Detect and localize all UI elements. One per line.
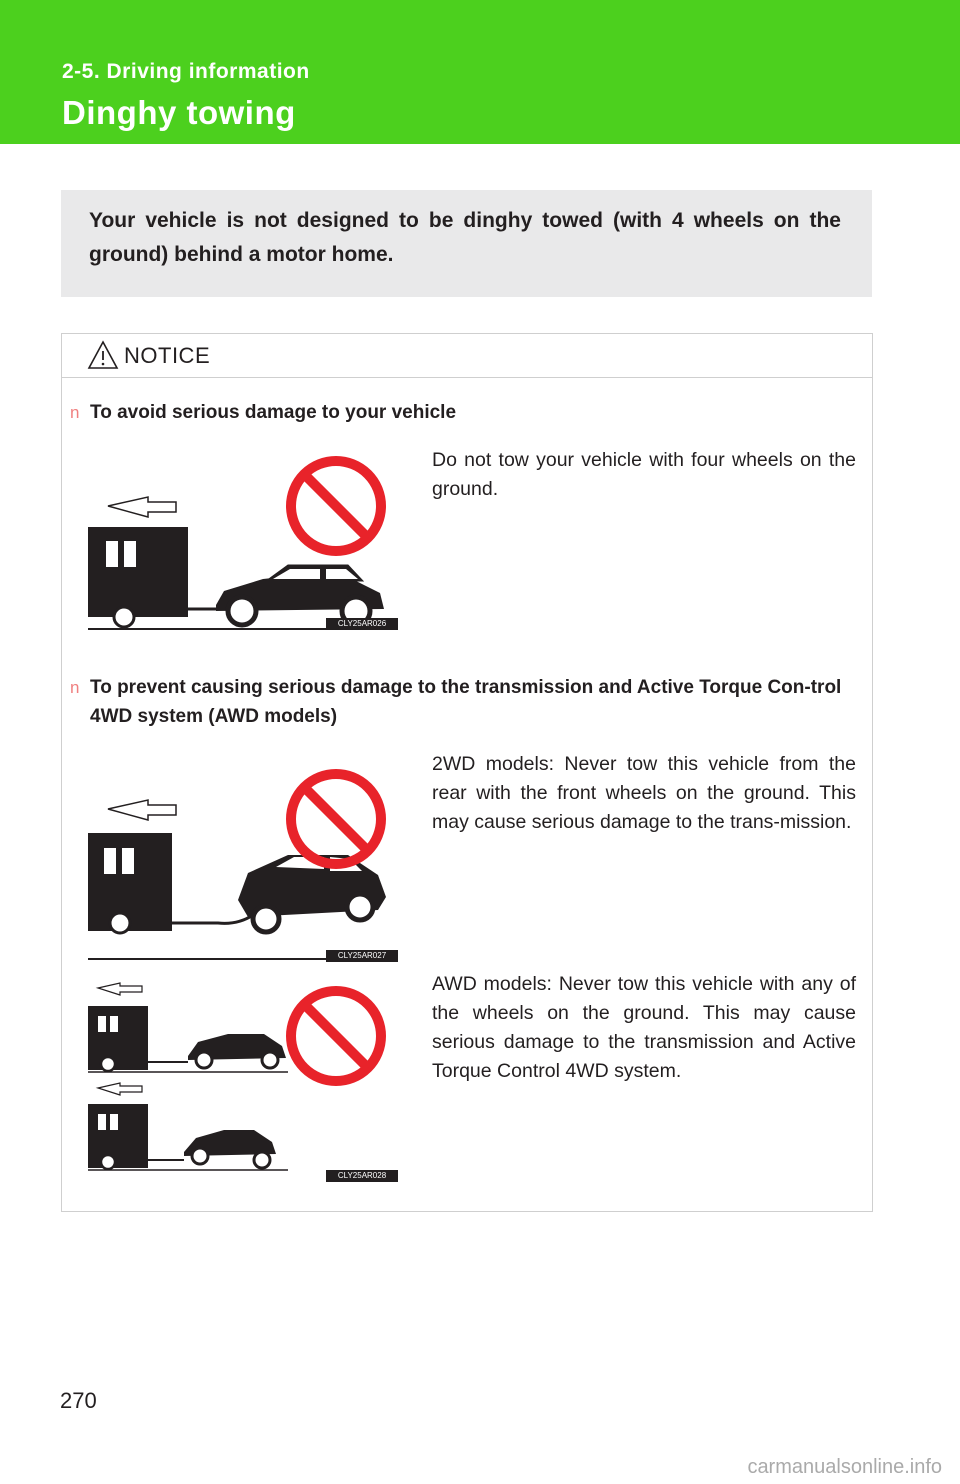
header-band [0,0,960,144]
warning-triangle-icon [87,340,119,370]
figure-code: CLY25AR027 [326,950,398,962]
intro-text: Your vehicle is not designed to be dinghy towed (with 4 wheels on the ground) behind a motor home. [89,209,841,266]
figure-code: CLY25AR028 [326,1170,398,1182]
towing-illustration [88,976,398,1182]
towing-illustration [88,755,398,962]
bullet-heading: To avoid serious damage to your vehicle [90,402,457,423]
figure-awd-towing [88,976,398,1182]
bullet-heading: To prevent causing serious damage to the transmission and Active Torque Con-trol 4WD system (AWD models) [90,677,842,727]
section-label: 2-5. Driving information [62,60,310,83]
bullet-square-icon: n [70,403,80,422]
page-number: 270 [60,1388,97,1413]
bullet-square-icon: n [70,678,80,697]
intro-box [61,190,872,297]
watermark[interactable]: carmanualsonline.info [747,1456,942,1478]
notice-box [61,333,873,1212]
figure-four-wheels-towed [88,451,398,630]
figure-code: CLY25AR026 [326,618,398,630]
figure-2wd-towing [88,755,398,962]
notice-description: AWD models: Never tow this vehicle with any of the wheels on the ground. This may cause serious damage to the transmission and Active Torque Control 4WD system. [432,973,856,1082]
notice-label: NOTICE [124,343,211,368]
notice-header [62,334,872,378]
notice-description: 2WD models: Never tow this vehicle from the rear with the front wheels on the ground. This may cause serious damage to the trans-mission. [432,753,856,833]
page-title: Dinghy towing [62,94,296,131]
towing-illustration [88,451,398,630]
notice-description: Do not tow your vehicle with four wheels on the ground. [432,449,856,500]
